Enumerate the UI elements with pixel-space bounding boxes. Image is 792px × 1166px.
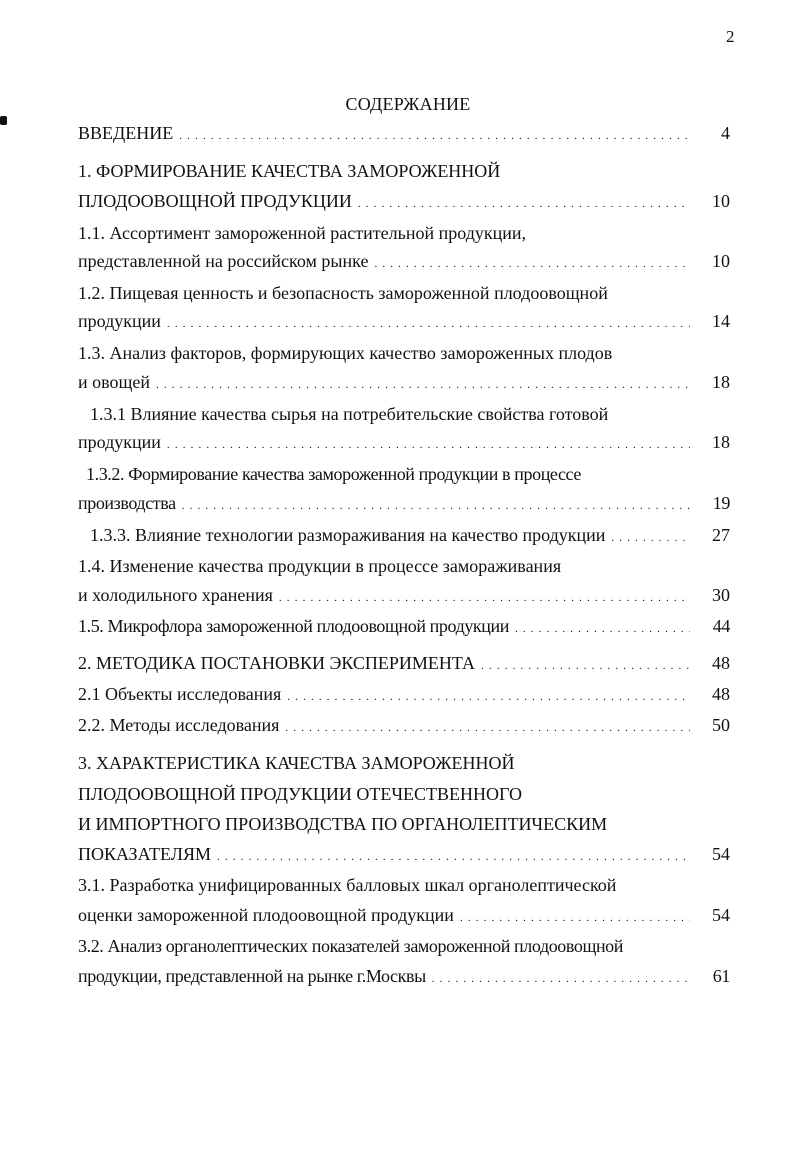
leader-dots [481, 652, 690, 677]
toc-entry-1-3-line[interactable] [78, 342, 730, 364]
leader-dots [285, 714, 690, 739]
toc-entry-title: 2.2. Методы исследования [78, 715, 280, 735]
margin-mark [0, 116, 7, 125]
toc-entry-3-1-line[interactable] [78, 874, 730, 896]
toc-page-number: 14 [712, 311, 730, 331]
toc-page-number: 50 [712, 715, 730, 735]
toc-entry-3-2-line[interactable] [78, 935, 730, 957]
toc-page-number: 10 [712, 191, 730, 211]
page-title: СОДЕРЖАНИЕ [345, 94, 471, 114]
leader-dots [515, 615, 690, 640]
toc-entry-1-2-line[interactable] [78, 282, 730, 304]
toc-entry-title: ПЛОДООВОЩНОЙ ПРОДУКЦИИ [78, 191, 352, 211]
toc-entry-title: 1.3.3. Влияние технологии размораживания на качество продукции [90, 525, 606, 545]
toc-entry-title: 3.2. Анализ органолептических показателей замороженной плодоовощной [78, 936, 624, 956]
toc-entry-1-3-3[interactable] [90, 524, 730, 549]
toc-entry-title: и овощей [78, 372, 150, 392]
toc-page-number: 18 [712, 432, 730, 452]
toc-entry-chapter-3-line-1[interactable] [78, 752, 730, 774]
toc-entry-3-2[interactable] [78, 965, 730, 990]
leader-dots [279, 584, 690, 609]
toc-entry-title: 2. МЕТОДИКА ПОСТАНОВКИ ЭКСПЕРИМЕНТА [78, 653, 476, 673]
toc-page-number: 48 [712, 653, 730, 673]
toc-page-number: 61 [712, 966, 730, 986]
toc-page-number: 19 [712, 493, 730, 513]
toc-entry-title: ПОКАЗАТЕЛЯМ [78, 844, 211, 864]
leader-dots [287, 683, 690, 708]
toc-entry-1-3[interactable] [78, 371, 730, 396]
toc-entry-title: ВВЕДЕНИЕ [78, 123, 174, 143]
toc-entry-title: продукции [78, 432, 161, 452]
leader-dots [374, 250, 690, 275]
leader-dots [156, 371, 690, 396]
toc-page-number: 4 [721, 123, 730, 143]
toc-entry-2-2[interactable] [78, 714, 730, 739]
leader-dots [167, 310, 690, 335]
toc-entry-chapter-1[interactable] [78, 190, 730, 215]
toc-entry-2-1[interactable] [78, 683, 730, 708]
toc-entry-title: 1.3.2. Формирование качества замороженной продукции в процессе [86, 464, 581, 484]
toc-entry-title: И ИМПОРТНОГО ПРОИЗВОДСТВА ПО ОРГАНОЛЕПТИЧЕСКИМ [78, 814, 608, 834]
toc-entry-1-1-line[interactable] [78, 222, 730, 244]
toc-entry-1-2[interactable] [78, 310, 730, 335]
toc-entry-introduction[interactable] [78, 122, 730, 147]
toc-page-number: 54 [712, 844, 730, 864]
toc-page-number: 30 [712, 585, 730, 605]
leader-dots [217, 843, 690, 868]
toc-entry-title: представленной на российском рынке [78, 251, 369, 271]
toc-entry-title: 3.1. Разработка унифицированных балловых шкал органолептической [78, 875, 617, 895]
toc-entry-1-3-1-line[interactable] [90, 403, 730, 425]
leader-dots [611, 524, 690, 549]
leader-dots [460, 904, 690, 929]
toc-entry-chapter-3[interactable] [78, 843, 730, 868]
toc-entry-chapter-3-line-3[interactable] [78, 813, 730, 835]
toc-entry-chapter-2[interactable] [78, 652, 730, 677]
toc-page-number: 54 [712, 905, 730, 925]
toc-page-number: 44 [712, 616, 730, 636]
toc-entry-title: производства [78, 493, 176, 513]
toc-entry-chapter-3-line-2[interactable] [78, 783, 730, 805]
toc-entry-title: и холодильного хранения [78, 585, 273, 605]
toc-entry-chapter-1-line[interactable] [78, 160, 730, 182]
toc-entry-title: 1. ФОРМИРОВАНИЕ КАЧЕСТВА ЗАМОРОЖЕННОЙ [78, 161, 501, 181]
toc-entry-title: оценки замороженной плодоовощной продукции [78, 905, 454, 925]
toc-entry-1-4-line[interactable] [78, 555, 730, 577]
toc-entry-3-1[interactable] [78, 904, 730, 929]
toc-entry-1-3-2-line[interactable] [86, 463, 730, 485]
toc-entry-title: 2.1 Объекты исследования [78, 684, 282, 704]
toc-entry-title: 1.4. Изменение качества продукции в процессе замораживания [78, 556, 562, 576]
toc-entry-1-3-1[interactable] [78, 431, 730, 456]
toc-entry-1-5[interactable] [78, 615, 730, 640]
toc-page-number: 48 [712, 684, 730, 704]
toc-entry-title: 1.3.1 Влияние качества сырья на потребительские свойства готовой [90, 404, 609, 424]
toc-entry-1-3-2[interactable] [78, 492, 730, 517]
toc-entry-title: 3. ХАРАКТЕРИСТИКА КАЧЕСТВА ЗАМОРОЖЕННОЙ [78, 753, 515, 773]
toc-entry-title: 1.2. Пищевая ценность и безопасность замороженной плодоовощной [78, 283, 608, 303]
toc-entry-1-4[interactable] [78, 584, 730, 609]
toc-entry-title: 1.5. Микрофлора замороженной плодоовощной продукции [78, 616, 509, 636]
leader-dots [179, 122, 690, 147]
leader-dots [358, 190, 690, 215]
toc-entry-title: 1.1. Ассортимент замороженной растительной продукции, [78, 223, 527, 243]
toc-page-number: 10 [712, 251, 730, 271]
toc-page-number: 27 [712, 525, 730, 545]
page-number: 2 [726, 27, 735, 46]
toc-entry-title: ПЛОДООВОЩНОЙ ПРОДУКЦИИ ОТЕЧЕСТВЕННОГО [78, 784, 522, 804]
toc-page-number: 18 [712, 372, 730, 392]
leader-dots [182, 492, 690, 517]
leader-dots [432, 965, 690, 990]
toc-entry-title: продукции, представленной на рынке г.Москвы [78, 966, 426, 986]
toc-entry-title: продукции [78, 311, 161, 331]
leader-dots [167, 431, 690, 456]
toc-entry-1-1[interactable] [78, 250, 730, 275]
toc-entry-title: 1.3. Анализ факторов, формирующих качество замороженных плодов [78, 343, 613, 363]
